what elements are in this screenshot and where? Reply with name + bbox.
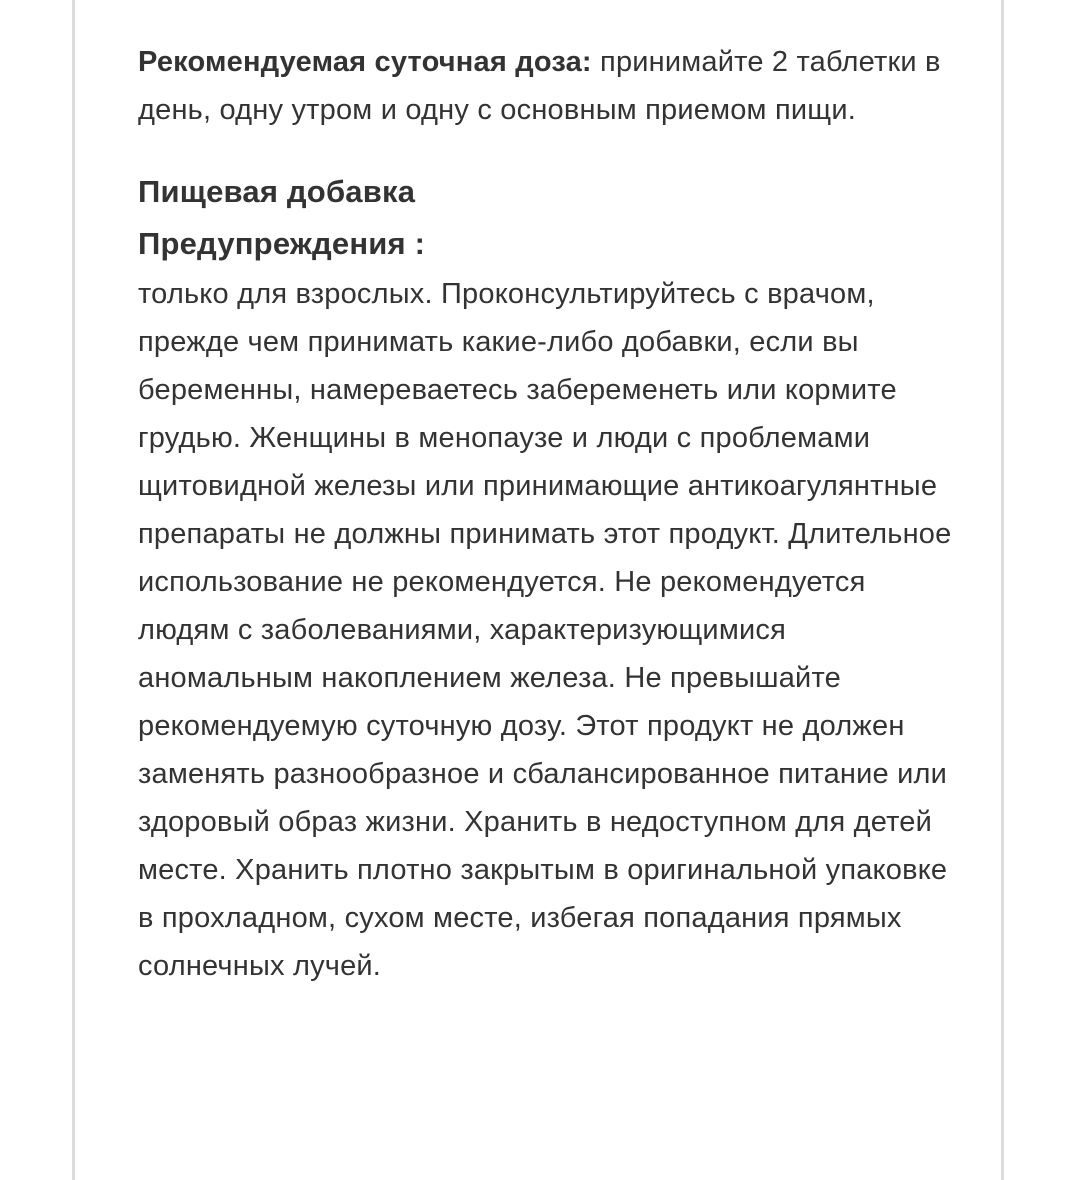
warnings-heading: Предупреждения : (138, 226, 426, 261)
product-description (138, 38, 958, 990)
dosage-paragraph (138, 38, 958, 134)
warnings-text: только для взрослых. Проконсультируйтесь с врачом, прежде чем принимать какие-либо добавки, если вы беременны, намереваетесь забеременеть или кормите грудью. Женщины в менопаузе и люди с проблемами щитовидной железы или принимающие антикоагулянтные препараты не должны принимать этот продукт. Длительное использование не рекомендуется. Не рекомендуется людям с заболеваниями, характеризующимися аномальным накоплением железа. Не превышайте рекомендуемую суточную дозу. Этот продукт не должен заменять разнообразное и сбалансированное питание или здоровый образ жизни. Хранить в недоступном для детей месте. Хранить плотно закрытым в оригинальной упаковке в прохладном, сухом месте, избегая попадания прямых солнечных лучей. (138, 278, 952, 982)
supplement-heading: Пищевая добавка (138, 174, 416, 209)
dosage-text: принимайте 2 таблетки в день, одну утром и одну с основным приемом пищи. (138, 46, 941, 126)
product-description-card (72, 0, 1004, 1180)
dosage-label: Рекомендуемая суточная доза: (138, 46, 592, 78)
